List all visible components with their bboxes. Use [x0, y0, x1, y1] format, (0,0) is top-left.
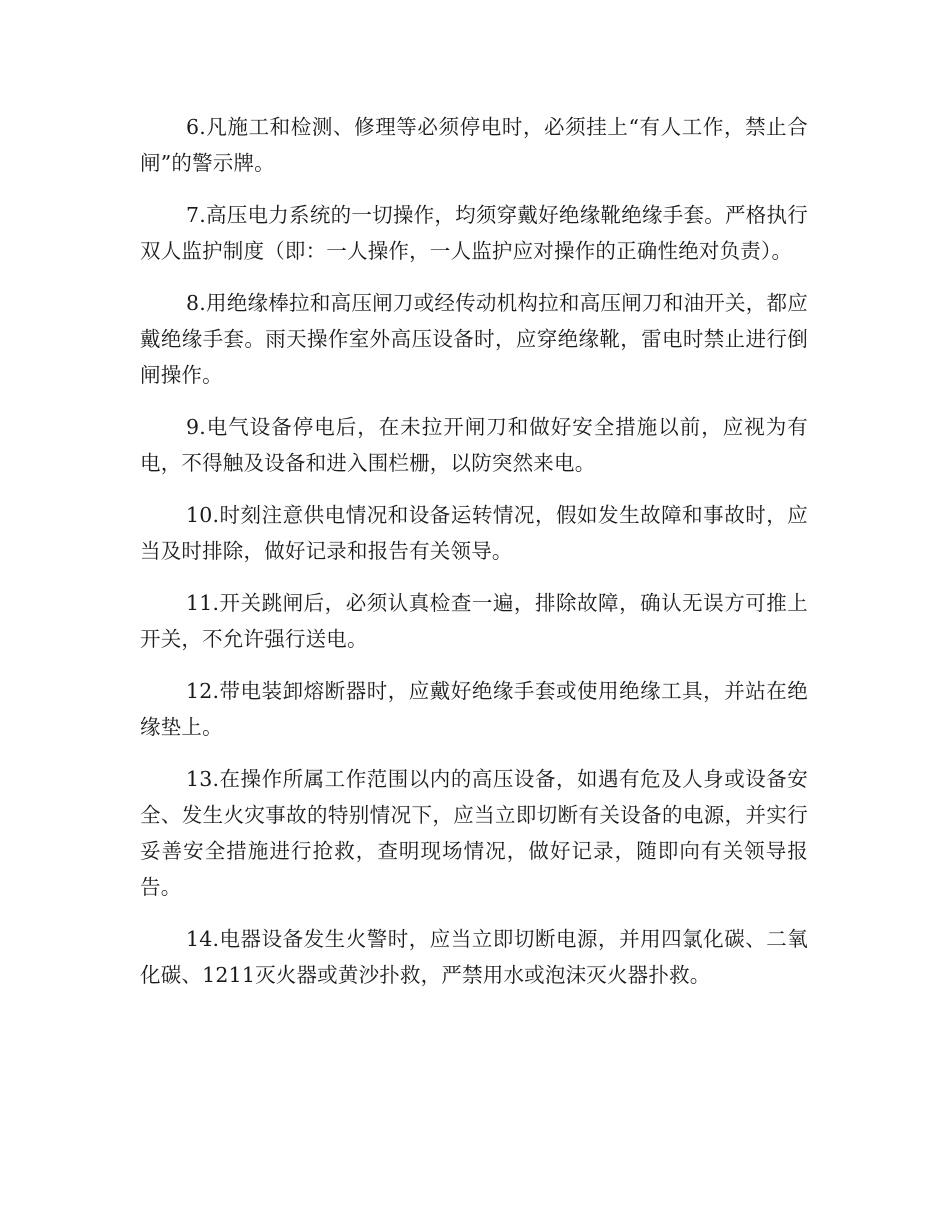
- paragraph-item-8: 8.用绝缘棒拉和高压闸刀或经传动机构拉和高压闸刀和油开关，都应戴绝缘手套。雨天操作室外高压设备时，应穿绝缘靴，雷电时禁止进行倒闸操作。: [140, 291, 808, 387]
- paragraph-item-13: 13.在操作所属工作范围以内的高压设备，如遇有危及人身或设备安全、发生火灾事故的特别情况下，应当立即切断有关设备的电源，并实行妥善安全措施进行抢救，查明现场情况，做好记录，随即向有关领导报告。: [140, 767, 808, 899]
- paragraph-item-11: 11.开关跳闸后，必须认真检查一遍，排除故障，确认无误方可推上开关，不允许强行送电。: [140, 591, 808, 651]
- document-body: [140, 109, 808, 1009]
- paragraph-item-14: 14.电器设备发生火警时，应当立即切断电源，并用四氯化碳、二氧化碳、1211灭火器或黄沙扑救，严禁用水或泡沫灭火器扑救。: [140, 927, 808, 987]
- paragraph-item-7: 7.高压电力系统的一切操作，均须穿戴好绝缘靴绝缘手套。严格执行双人监护制度（即：一人操作，一人监护应对操作的正确性绝对负责）。: [140, 203, 808, 263]
- paragraph-item-6: 6.凡施工和检测、修理等必须停电时，必须挂上“有人工作，禁止合闸”的警示牌。: [140, 115, 808, 175]
- paragraph-item-9: 9.电气设备停电后，在未拉开闸刀和做好安全措施以前，应视为有电，不得触及设备和进入围栏栅，以防突然来电。: [140, 415, 808, 475]
- paragraph-item-12: 12.带电装卸熔断器时，应戴好绝缘手套或使用绝缘工具，并站在绝缘垫上。: [140, 679, 808, 739]
- paragraph-item-10: 10.时刻注意供电情况和设备运转情况，假如发生故障和事故时，应当及时排除，做好记录和报告有关领导。: [140, 503, 808, 563]
